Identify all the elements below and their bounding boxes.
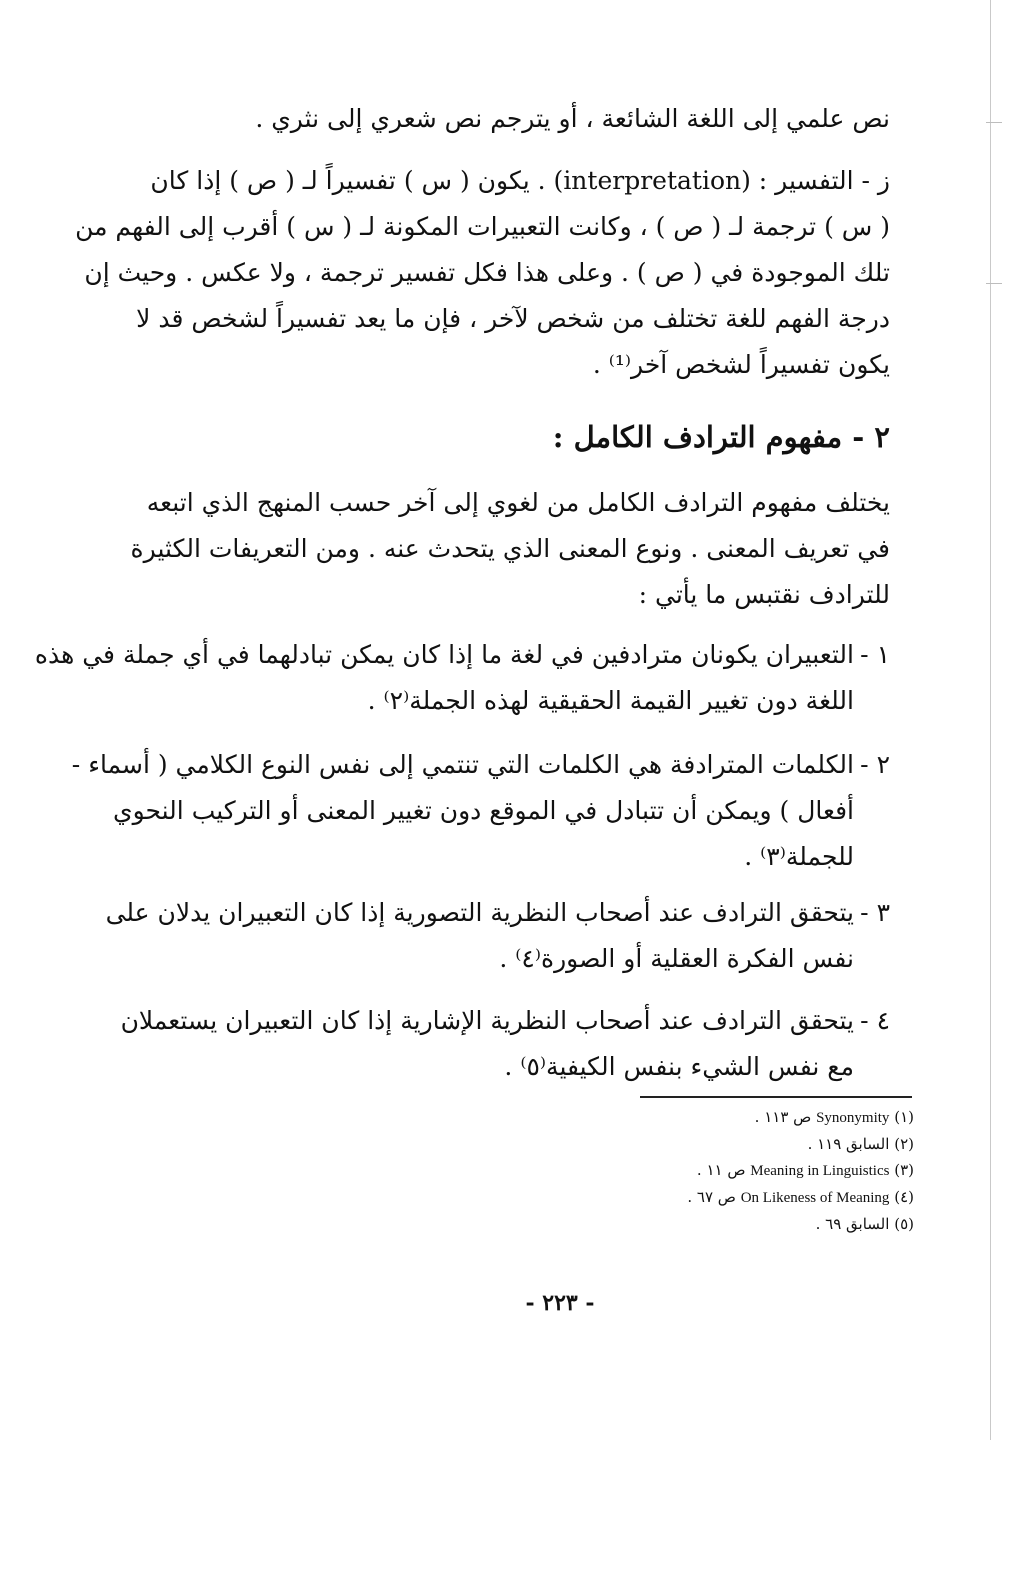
page-number: - ٢٢٣ - bbox=[525, 1290, 595, 1316]
footnote-page: السابق ١١٩ . bbox=[807, 1135, 890, 1153]
section-intro-paragraph bbox=[130, 480, 890, 618]
interpretation-line: ز - التفسير : (interpretation) . يكون ( س ) تفسيراً لـ ( ص ) إذا كان bbox=[150, 166, 890, 195]
page-edge-line bbox=[990, 0, 991, 1440]
footnote-separator bbox=[640, 1096, 912, 1098]
footnote-source: Synonymity bbox=[816, 1110, 890, 1126]
section-intro-line: يختلف مفهوم الترادف الكامل من لغوي إلى آخر حسب المنهج الذي اتبعه bbox=[146, 488, 890, 517]
footnote bbox=[494, 1184, 914, 1211]
intro-paragraph bbox=[170, 96, 890, 142]
definition-item-4 bbox=[120, 998, 890, 1090]
footnote-mark: (٥) bbox=[894, 1215, 914, 1233]
footnote-page: ص ١١٣ . bbox=[754, 1108, 812, 1126]
section-intro-line: للترادف نقتبس ما يأتي : bbox=[638, 580, 890, 609]
definition-continuation: أفعال ) ويمكن أن تتبادل في الموقع دون تغيير المعنى أو التركيب النحوي bbox=[113, 796, 854, 825]
definition-item-3 bbox=[105, 890, 890, 982]
definition-text: التعبيران يكونان مترادفين في لغة ما إذا كان يمكن تبادلهما في أي جملة في هذه bbox=[34, 640, 854, 669]
footnote bbox=[494, 1104, 914, 1131]
interpretation-line: يكون تفسيراً لشخص آخر⁽¹⁾ . bbox=[592, 350, 890, 379]
footnotes bbox=[494, 1104, 914, 1237]
interpretation-line: درجة الفهم للغة تختلف من شخص لآخر ، فإن ما يعد تفسيراً لشخص قد لا bbox=[136, 304, 890, 333]
footnote-mark: (١) bbox=[894, 1108, 914, 1126]
definition-number: ١ - bbox=[860, 640, 890, 669]
definition-text: يتحقق الترادف عند أصحاب النظرية التصورية إذا كان التعبيران يدلان على bbox=[105, 898, 854, 927]
interpretation-paragraph bbox=[75, 158, 890, 388]
footnote-page: ص ١١ . bbox=[696, 1161, 746, 1179]
definition-text: يتحقق الترادف عند أصحاب النظرية الإشارية إذا كان التعبيران يستعملان bbox=[120, 1006, 854, 1035]
intro-line: نص علمي إلى اللغة الشائعة ، أو يترجم نص شعري إلى نثري . bbox=[255, 104, 890, 133]
footnote-page: ص ٦٧ . bbox=[687, 1188, 736, 1206]
interpretation-line: تلك الموجودة في ( ص ) . وعلى هذا فكل تفسير ترجمة ، ولا عكس . وحيث إن bbox=[84, 258, 890, 287]
footnote-mark: (٢) bbox=[894, 1135, 914, 1153]
footnote bbox=[494, 1157, 914, 1184]
definition-continuation: نفس الفكرة العقلية أو الصورة⁽٤⁾ . bbox=[499, 944, 854, 973]
definition-item-first-line bbox=[120, 998, 890, 1044]
definition-text: الكلمات المترادفة هي الكلمات التي تنتمي إلى نفس النوع الكلامي ( أسماء - bbox=[71, 750, 854, 779]
definition-item-first-line bbox=[34, 632, 890, 678]
section-heading: ٢ - مفهوم الترادف الكامل : bbox=[552, 420, 890, 454]
footnote-mark: (٤) bbox=[894, 1188, 914, 1206]
footnote-mark: (٣) bbox=[894, 1161, 914, 1179]
definition-continuation: للجملة⁽٣⁾ . bbox=[744, 842, 854, 871]
definition-item-1 bbox=[34, 632, 890, 724]
section-intro-line: في تعريف المعنى . ونوع المعنى الذي يتحدث عنه . ومن التعريفات الكثيرة bbox=[130, 534, 890, 563]
footnote-source: Meaning in Linguistics bbox=[750, 1163, 890, 1179]
footnote-source: On Likeness of Meaning bbox=[740, 1190, 890, 1206]
footnote-page: السابق ٦٩ . bbox=[815, 1215, 890, 1233]
definition-number: ٤ - bbox=[860, 1006, 890, 1035]
definition-continuation: اللغة دون تغيير القيمة الحقيقية لهذه الجملة⁽٢⁾ . bbox=[367, 686, 854, 715]
definition-item-first-line bbox=[105, 890, 890, 936]
footnote bbox=[494, 1211, 914, 1237]
definition-number: ٣ - bbox=[860, 898, 890, 927]
page-edge-tick bbox=[986, 283, 1002, 284]
definition-item-first-line bbox=[71, 742, 890, 788]
page-edge-tick bbox=[986, 122, 1002, 123]
definition-continuation: مع نفس الشيء بنفس الكيفية⁽٥⁾ . bbox=[504, 1052, 854, 1081]
definition-item-2 bbox=[71, 742, 890, 880]
footnote bbox=[494, 1131, 914, 1157]
interpretation-line: ( س ) ترجمة لـ ( ص ) ، وكانت التعبيرات المكونة لـ ( س ) أقرب إلى الفهم من bbox=[75, 212, 890, 241]
definition-number: ٢ - bbox=[860, 750, 890, 779]
